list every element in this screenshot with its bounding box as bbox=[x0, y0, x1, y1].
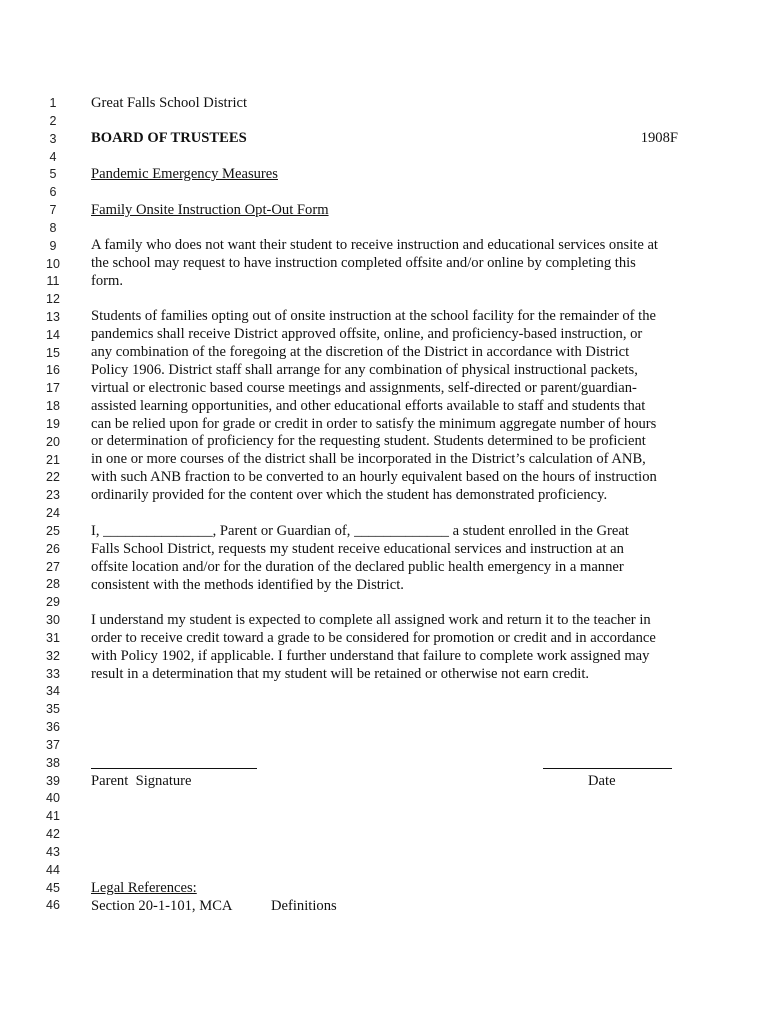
line-number: 22 bbox=[46, 470, 60, 485]
paragraph-2-line: can be relied upon for grade or credit in order to satisfy the minimum aggregate number of hours bbox=[91, 416, 657, 432]
legal-heading-line bbox=[0, 879, 770, 897]
line-number: 45 bbox=[46, 880, 60, 895]
district-line bbox=[0, 94, 770, 112]
line-number: 34 bbox=[46, 684, 60, 699]
legal-citation-line bbox=[0, 897, 770, 915]
line-number: 28 bbox=[46, 577, 60, 592]
legal-citation-description: Definitions bbox=[271, 898, 337, 914]
consent-line bbox=[0, 522, 770, 540]
line-number: 35 bbox=[46, 702, 60, 717]
consent-text: a student enrolled in the Great bbox=[448, 523, 629, 539]
line-number: 23 bbox=[46, 488, 60, 503]
paragraph-2-line: virtual or electronic based course meetings and assignments, self-directed or parent/guardian- bbox=[91, 380, 637, 396]
line-number: 9 bbox=[49, 238, 57, 253]
paragraph-3-line: consistent with the methods identified by the District. bbox=[91, 577, 404, 593]
legal-references-heading: Legal References: bbox=[91, 880, 197, 896]
line-number: 18 bbox=[46, 399, 60, 414]
paragraph-2-line: ordinarily provided for the content over which the student has demonstrated proficiency. bbox=[91, 487, 608, 503]
line-number: 37 bbox=[46, 737, 60, 752]
paragraph-2-line: assisted learning opportunities, and other educational efforts available to staff and students that bbox=[91, 398, 646, 414]
line-number: 38 bbox=[46, 755, 60, 770]
line-number: 14 bbox=[46, 327, 60, 342]
line-number: 46 bbox=[46, 898, 60, 913]
paragraph-4-line: I understand my student is expected to complete all assigned work and return it to the teacher in bbox=[91, 612, 651, 628]
line-number: 6 bbox=[49, 185, 57, 200]
student-name-blank[interactable]: _____________ bbox=[354, 523, 449, 539]
line-number: 19 bbox=[46, 416, 60, 431]
guardian-name-blank[interactable]: _______________ bbox=[103, 523, 213, 539]
paragraph-4-line: with Policy 1902, if applicable. I further understand that failure to complete work assigned may bbox=[91, 648, 650, 664]
legal-citation: Section 20-1-101, MCA bbox=[91, 898, 233, 914]
line-number: 17 bbox=[46, 381, 60, 396]
line-number: 12 bbox=[46, 292, 60, 307]
line-number: 42 bbox=[46, 827, 60, 841]
paragraph-2-line: pandemics shall receive District approved offsite, online, and proficiency-based instruction, or bbox=[91, 326, 643, 342]
section-title-line bbox=[0, 165, 770, 183]
line-number: 13 bbox=[46, 310, 60, 324]
line-number: 25 bbox=[46, 523, 60, 538]
parent-signature-field[interactable] bbox=[91, 768, 257, 769]
paragraph-3-line: Falls School District, requests my student receive educational services and instruction at an bbox=[91, 541, 624, 557]
line-number: 21 bbox=[46, 452, 60, 467]
line-number: 29 bbox=[46, 595, 60, 610]
paragraph-1-line: the school may request to have instruction completed offsite and/or online by completing this bbox=[91, 255, 636, 271]
board-line bbox=[0, 129, 770, 147]
line-number: 27 bbox=[46, 559, 60, 574]
consent-text: I, bbox=[91, 523, 104, 539]
line-number: 15 bbox=[46, 345, 60, 360]
paragraph-2-line: any combination of the foregoing at the discretion of the District in accordance with District bbox=[91, 344, 630, 360]
line-number: 44 bbox=[46, 862, 60, 877]
line-number: 39 bbox=[46, 773, 60, 788]
form-title-line bbox=[0, 201, 770, 219]
line-number: 8 bbox=[49, 220, 57, 235]
line-number: 24 bbox=[46, 506, 60, 521]
line-number: 2 bbox=[49, 113, 57, 128]
line-number: 31 bbox=[46, 630, 60, 645]
line-number: 41 bbox=[46, 809, 60, 824]
paragraph-2-line: or determination of proficiency for the requesting student. Students determined to be proficient bbox=[91, 433, 646, 449]
paragraph-1-line: form. bbox=[91, 273, 124, 289]
paragraph-4-line: order to receive credit toward a grade to be considered for promotion or credit and in accordance bbox=[91, 630, 656, 646]
consent-text: , Parent or Guardian of, bbox=[212, 523, 355, 539]
signature-labels-line bbox=[0, 772, 770, 790]
line-number: 33 bbox=[46, 666, 60, 681]
line-number: 3 bbox=[49, 131, 57, 146]
line-number: 43 bbox=[46, 844, 60, 859]
line-number: 32 bbox=[46, 648, 60, 663]
paragraph-1-line: A family who does not want their student to receive instruction and educational services onsite at bbox=[91, 237, 658, 253]
district-name: Great Falls School District bbox=[91, 95, 248, 111]
date-field[interactable] bbox=[543, 768, 672, 769]
line-number: 4 bbox=[49, 149, 57, 164]
paragraph-2-line: Policy 1906. District staff shall arrange for any combination of physical instructional packets, bbox=[91, 362, 638, 378]
paragraph-4-line: result in a determination that my student will be retained or otherwise not earn credit. bbox=[91, 666, 590, 682]
paragraph-2-line: in one or more courses of the district shall be incorporated in the District’s calculation of ANB, bbox=[91, 451, 646, 467]
line-number: 7 bbox=[49, 203, 57, 217]
line-number: 26 bbox=[46, 541, 60, 556]
paragraph-3-line: offsite location and/or for the duration of the declared public health emergency in a manner bbox=[91, 559, 624, 575]
line-number: 5 bbox=[49, 167, 57, 182]
board-title: BOARD OF TRUSTEES bbox=[91, 130, 247, 146]
date-label: Date bbox=[588, 773, 616, 789]
line-number: 36 bbox=[46, 720, 60, 734]
line-number: 11 bbox=[46, 274, 60, 289]
line-number: 20 bbox=[46, 434, 60, 449]
policy-number: 1908F bbox=[640, 130, 678, 146]
paragraph-2-line: with such ANB fraction to be converted to an hourly equivalent based on the hours of instruction bbox=[91, 469, 657, 485]
parent-signature-label: Parent Signature bbox=[91, 773, 192, 789]
line-number: 30 bbox=[46, 613, 60, 628]
line-number: 40 bbox=[46, 791, 60, 806]
form-title: Family Onsite Instruction Opt-Out Form bbox=[91, 202, 329, 218]
line-number: 16 bbox=[46, 363, 60, 378]
line-number: 10 bbox=[46, 256, 60, 271]
paragraph-2-line: Students of families opting out of onsite instruction at the school facility for the remainder of the bbox=[91, 308, 656, 324]
line-number: 1 bbox=[49, 96, 57, 110]
section-title: Pandemic Emergency Measures bbox=[91, 166, 278, 182]
